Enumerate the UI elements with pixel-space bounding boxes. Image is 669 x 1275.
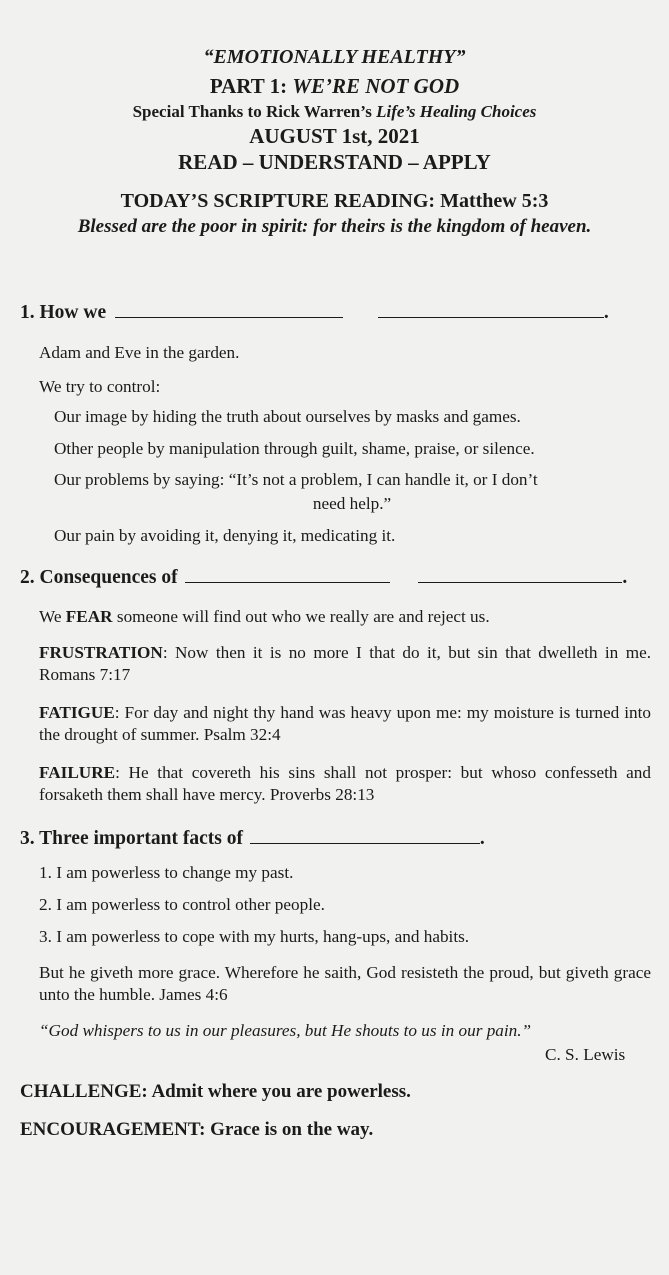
fatigue-paragraph (39, 702, 651, 746)
fill-in-blank (378, 316, 604, 318)
motto: READ – UNDERSTAND – APPLY (178, 150, 491, 174)
encouragement-line: ENCOURAGEMENT: Grace is on the way. (20, 1119, 374, 1140)
fill-in-blank (115, 316, 343, 318)
section1-heading (20, 302, 609, 324)
section3-heading-text: 3. Three important facts of (20, 828, 243, 849)
fatigue-text: : For day and night thy hand was heavy upon me: my moisture is turned into the drought of summer. Psalm 32:4 (39, 703, 651, 744)
control-item: Our pain by avoiding it, denying it, medicating it. (54, 526, 396, 545)
fill-in-blank (418, 581, 622, 583)
quote-author: C. S. Lewis (545, 1045, 626, 1064)
failure-text: : He that covereth his sins shall not prosper: but whoso confesseth and forsaketh them shall have mercy. Proverbs 28:13 (39, 763, 651, 804)
fact-item: 3. I am powerless to cope with my hurts, hang-ups, and habits. (39, 927, 470, 946)
lewis-quote: “God whispers to us in our pleasures, but He shouts to us in our pain.” (39, 1021, 532, 1040)
control-item-continued: need help.” (312, 494, 392, 513)
end-mark: . (622, 567, 628, 588)
frustration-text: : Now then it is no more I that do it, but sin that dwelleth in me. Romans 7:17 (39, 643, 651, 684)
fear-paragraph (39, 606, 490, 628)
failure-paragraph (39, 762, 651, 806)
section3-heading (20, 828, 485, 850)
frustration-label: FRUSTRATION (39, 643, 163, 662)
thanks-line (0, 102, 669, 122)
date: AUGUST 1st, 2021 (249, 124, 420, 148)
end-mark: . (479, 828, 485, 849)
fact-item: 1. I am powerless to change my past. (39, 863, 294, 882)
fear-word: FEAR (65, 607, 113, 626)
section1-heading-text: 1. How we (20, 302, 107, 323)
scripture-text: Blessed are the poor in spirit: for theirs is the kingdom of heaven. (77, 216, 592, 237)
control-item: Our problems by saying: “It’s not a problem, I can handle it, or I don’t (54, 470, 538, 489)
fill-in-blank (185, 581, 390, 583)
section1-line2: We try to control: (39, 377, 161, 396)
fear-prefix: We (39, 607, 66, 626)
grace-verse: But he giveth more grace. Wherefore he saith, God resisteth the proud, but giveth grace unto the humble. James 4:6 (39, 963, 651, 1004)
section2-heading-text: 2. Consequences of (20, 567, 178, 588)
section1-line1: Adam and Eve in the garden. (39, 343, 240, 362)
thanks-prefix: Special Thanks to Rick Warren’s (132, 102, 377, 121)
control-item: Our image by hiding the truth about ourselves by masks and games. (54, 407, 521, 426)
part-prefix: PART 1: (209, 74, 293, 98)
thanks-book: Life’s Healing Choices (376, 102, 537, 121)
control-item: Other people by manipulation through guilt, shame, praise, or silence. (54, 439, 535, 458)
end-mark: . (603, 302, 609, 323)
fatigue-label: FATIGUE (39, 703, 115, 722)
fear-text: someone will find out who we really are and reject us. (112, 607, 490, 626)
part-name: WE’RE NOT GOD (292, 74, 460, 98)
scripture-heading: TODAY’S SCRIPTURE READING: Matthew 5:3 (120, 190, 549, 212)
failure-label: FAILURE (39, 763, 116, 782)
fill-in-blank (250, 842, 480, 844)
series-title: “EMOTIONALLY HEALTHY” (203, 46, 466, 68)
fact-item: 2. I am powerless to control other people. (39, 895, 325, 914)
part-title (0, 74, 669, 99)
frustration-paragraph (39, 642, 651, 686)
challenge-line: CHALLENGE: Admit where you are powerless. (20, 1081, 411, 1102)
section2-heading (20, 567, 627, 589)
